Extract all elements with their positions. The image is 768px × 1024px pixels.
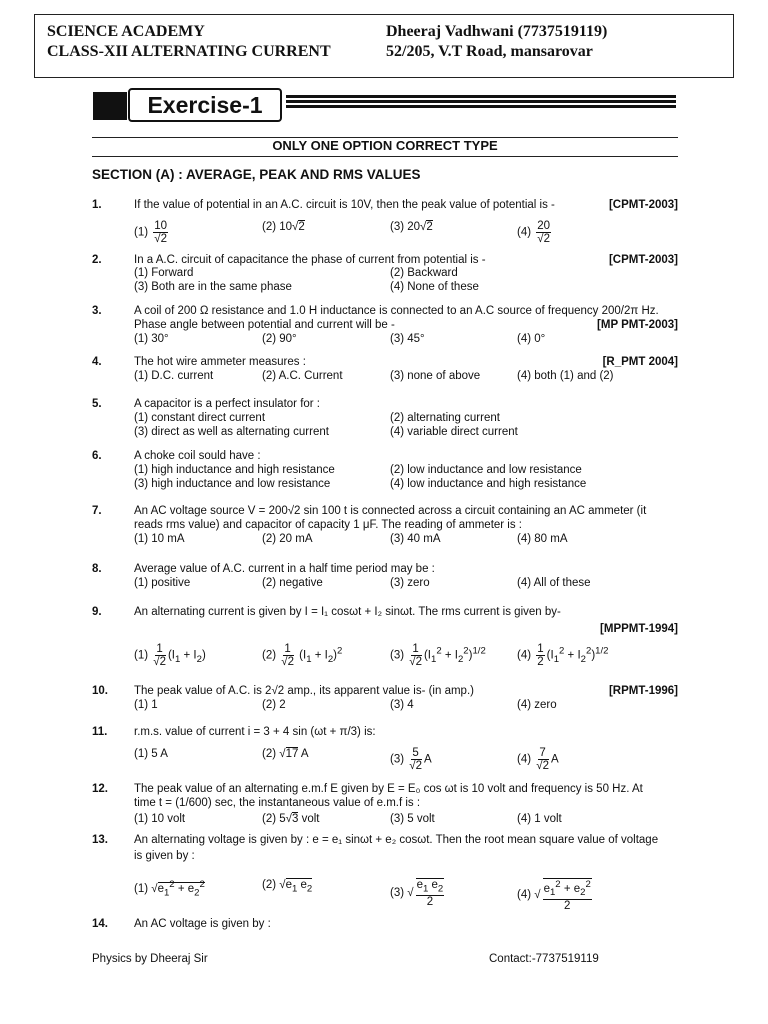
- option: (1) $√e_1^2 + e_2^2$: [134, 879, 205, 899]
- option: (3) 4: [390, 699, 414, 711]
- option: (3) $\frac{1}{√2}$ $(I_1^2 + I_2^2)^{1/2}$: [390, 643, 486, 668]
- option: (4) 1 volt: [517, 813, 562, 825]
- option: (1) D.C. current: [134, 370, 214, 382]
- option: (3) √ $\frac{e_1 e_2}{2}$: [390, 879, 444, 909]
- exercise-title: Exercise-1: [128, 88, 282, 122]
- option: (2) 90°: [262, 333, 297, 345]
- option: (1) 10 volt: [134, 813, 186, 825]
- option: (1) 1: [134, 699, 158, 711]
- option: (1) positive: [134, 577, 191, 589]
- option: (4) All of these: [517, 577, 591, 589]
- option: (3) 5 volt: [390, 813, 435, 825]
- option: (2) A.C. Current: [262, 370, 343, 382]
- exercise-banner-bar: [93, 92, 127, 120]
- address: 52/205, V.T Road, mansarovar: [386, 43, 593, 60]
- option: (2) low inductance and low resistance: [390, 464, 582, 476]
- footer-left: Physics by Dheeraj Sir: [92, 953, 208, 965]
- option: (1) high inductance and high resistance: [134, 464, 335, 476]
- option: (4) None of these: [390, 281, 479, 293]
- class-title: CLASS-XII ALTERNATING CURRENT: [47, 43, 331, 60]
- option: (2) negative: [262, 577, 323, 589]
- option: (2) $\frac{1}{√2}$ $(I_1 + I_2)^2$: [262, 643, 343, 668]
- divider: [92, 156, 678, 157]
- option: (3) high inductance and low resistance: [134, 478, 331, 490]
- option: (4) low inductance and high resistance: [390, 478, 587, 490]
- option: (1) constant direct current: [134, 412, 266, 424]
- option: (4) $\frac{7}{√2}$ A: [517, 747, 559, 772]
- option: (3) zero: [390, 577, 430, 589]
- option: (1) 10 mA: [134, 533, 185, 545]
- option: (4) variable direct current: [390, 426, 518, 438]
- option: (4) $\frac{20}{√2}$: [517, 220, 551, 245]
- option: (2) 10√2: [262, 221, 305, 233]
- option: (4) 80 mA: [517, 533, 568, 545]
- option: (2) Backward: [390, 267, 458, 279]
- academy-name: SCIENCE ACADEMY: [47, 23, 205, 40]
- option: (2) $√e_1$ $e_2$: [262, 879, 313, 895]
- option: (1) $\frac{1}{√2}$ $(I_1 + I_2)$: [134, 643, 206, 668]
- teacher-name: Dheeraj Vadhwani (7737519119): [386, 23, 608, 40]
- option: (2) √17 A: [262, 748, 309, 760]
- option: (2) 20 mA: [262, 533, 313, 545]
- option: (4) zero: [517, 699, 557, 711]
- option: (3) none of above: [390, 370, 481, 382]
- option: (3) $\frac{5}{√2}$ A: [390, 747, 432, 772]
- option: (2) 2: [262, 699, 286, 711]
- option: (3) Both are in the same phase: [134, 281, 292, 293]
- exercise-banner-lines: [286, 95, 676, 110]
- option: (3) 40 mA: [390, 533, 441, 545]
- section-title: SECTION (A) : AVERAGE, PEAK AND RMS VALUES: [92, 167, 421, 182]
- option: (2) alternating current: [390, 412, 500, 424]
- option-type-heading: ONLY ONE OPTION CORRECT TYPE: [272, 138, 498, 153]
- option: (1) 30°: [134, 333, 169, 345]
- option: (4) both (1) and (2): [517, 370, 614, 382]
- option: (3) 45°: [390, 333, 425, 345]
- option: (1) $\frac{10}{√2}$: [134, 220, 168, 245]
- option: (3) direct as well as alternating current: [134, 426, 329, 438]
- option: (4) 0°: [517, 333, 546, 345]
- option: (3) 20√2: [390, 221, 433, 233]
- option: (2) 5√3 volt: [262, 813, 320, 825]
- option: (1) Forward: [134, 267, 194, 279]
- option: (4) $\frac{1}{2}$ $(I_1^2 + I_2^2)^{1/2}$: [517, 643, 609, 668]
- option: (1) 5 A: [134, 748, 168, 760]
- page-header: [34, 14, 734, 78]
- footer-right: Contact:-7737519119: [489, 953, 599, 965]
- option: (4) √ $\frac{e_1^2 + e_2^2}{2}$: [517, 879, 591, 913]
